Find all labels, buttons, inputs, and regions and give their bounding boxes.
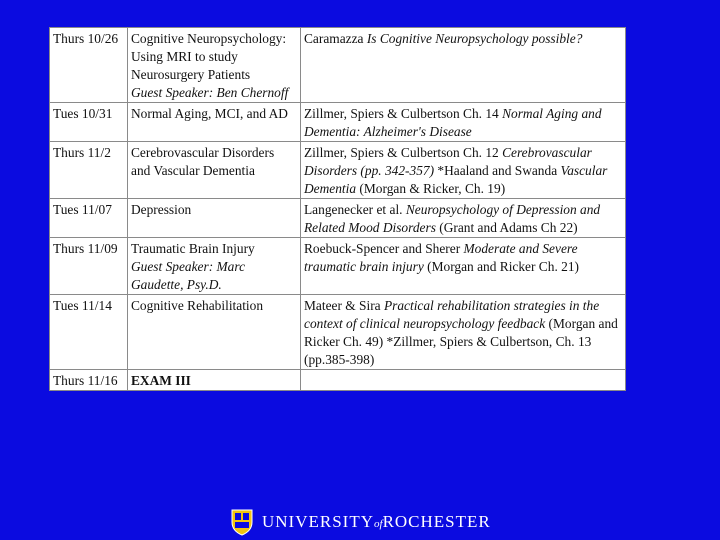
reading-text: Mateer & Sira bbox=[304, 298, 384, 313]
topic-text: Cerebrovascular Disorders and Vascular Dementia bbox=[131, 145, 275, 178]
topic-text: Cognitive Rehabilitation bbox=[131, 298, 264, 313]
table-row bbox=[50, 142, 626, 199]
reading-text: (Morgan and Ricker Ch. 21) bbox=[423, 259, 579, 274]
table-row bbox=[50, 238, 626, 295]
reading-cell bbox=[301, 28, 626, 103]
schedule-table bbox=[49, 27, 626, 391]
schedule-body bbox=[50, 28, 626, 391]
reading-text: Caramazza bbox=[304, 31, 367, 46]
reading-text: Roebuck-Spencer and Sherer bbox=[304, 241, 464, 256]
topic-cell bbox=[128, 295, 301, 370]
reading-text: (Morgan & Ricker, Ch. 19) bbox=[356, 181, 506, 196]
topic-cell bbox=[128, 28, 301, 103]
topic-text: Normal Aging, MCI, and AD bbox=[131, 106, 288, 121]
reading-cell bbox=[301, 370, 626, 391]
topic-cell bbox=[128, 370, 301, 391]
shield-icon bbox=[230, 508, 254, 536]
university-logo bbox=[230, 508, 491, 536]
topic-text: Guest Speaker: Ben Chernoff bbox=[131, 85, 289, 100]
table-row bbox=[50, 28, 626, 103]
topic-text: Guest Speaker: Marc Gaudette, Psy.D. bbox=[131, 259, 246, 292]
topic-text: Cognitive Neuropsychology: Using MRI to study Neurosurgery Patients bbox=[131, 31, 287, 82]
table-row bbox=[50, 370, 626, 391]
date-cell: Thurs 11/16 bbox=[50, 370, 128, 391]
reading-text: Is Cognitive Neuropsychology possible? bbox=[366, 31, 583, 46]
reading-text: Zillmer, Spiers & Culbertson Ch. 14 bbox=[304, 106, 503, 121]
reading-text: Langenecker et al. bbox=[304, 202, 406, 217]
reading-text: Normal Aging and Dementia: Alzheimer's Disease bbox=[304, 106, 602, 139]
reading-cell bbox=[301, 295, 626, 370]
wordmark-university: UNIVERSITY bbox=[262, 512, 374, 531]
date-cell: Tues 11/14 bbox=[50, 295, 128, 370]
wordmark-of: of bbox=[374, 518, 383, 530]
table-row bbox=[50, 295, 626, 370]
reading-text: Practical rehabilitation strategies in the context of clinical neuropsychology feedback bbox=[304, 298, 600, 331]
topic-cell bbox=[128, 142, 301, 199]
university-wordmark bbox=[262, 512, 491, 532]
topic-cell bbox=[128, 199, 301, 238]
reading-text: Zillmer, Spiers & Culbertson Ch. 12 bbox=[304, 145, 503, 160]
date-cell: Thurs 11/09 bbox=[50, 238, 128, 295]
reading-cell bbox=[301, 238, 626, 295]
date-cell: Tues 10/31 bbox=[50, 103, 128, 142]
reading-text: Cerebrovascular Disorders (pp. 342-357) bbox=[304, 145, 592, 178]
date-cell: Tues 11/07 bbox=[50, 199, 128, 238]
topic-text: Depression bbox=[131, 202, 192, 217]
reading-cell bbox=[301, 103, 626, 142]
table-row bbox=[50, 199, 626, 238]
table-row bbox=[50, 103, 626, 142]
reading-text: Neuropsychology of Depression and Related Mood Disorders bbox=[304, 202, 601, 235]
reading-text: (Grant and Adams Ch 22) bbox=[435, 220, 578, 235]
reading-cell bbox=[301, 199, 626, 238]
reading-text: *Haaland and Swanda bbox=[434, 163, 561, 178]
topic-cell bbox=[128, 238, 301, 295]
date-cell: Thurs 10/26 bbox=[50, 28, 128, 103]
topic-cell bbox=[128, 103, 301, 142]
date-cell: Thurs 11/2 bbox=[50, 142, 128, 199]
reading-text: Moderate and Severe traumatic brain injury bbox=[304, 241, 578, 274]
reading-text: (Morgan and Ricker Ch. 49) *Zillmer, Spiers & Culbertson, Ch. 13 (pp.385-398) bbox=[304, 316, 618, 367]
wordmark-rochester: ROCHESTER bbox=[382, 512, 491, 531]
topic-text: Traumatic Brain Injury bbox=[131, 241, 255, 256]
reading-cell bbox=[301, 142, 626, 199]
topic-text: EXAM III bbox=[131, 373, 191, 388]
reading-text: Vascular Dementia bbox=[304, 163, 608, 196]
